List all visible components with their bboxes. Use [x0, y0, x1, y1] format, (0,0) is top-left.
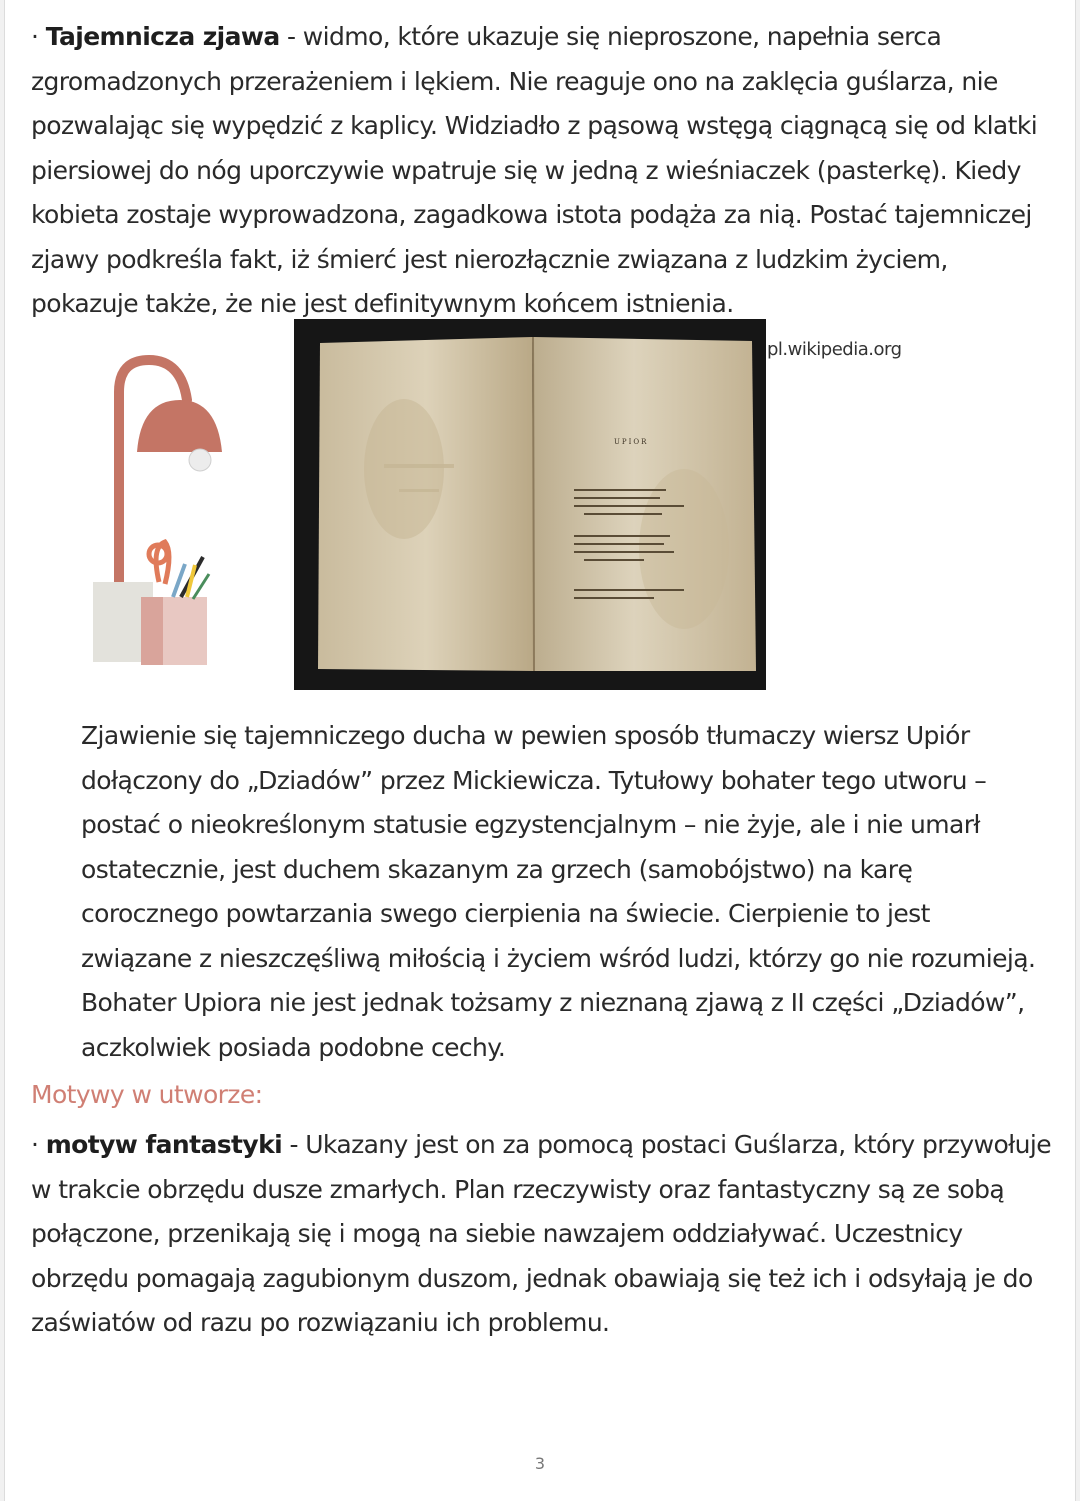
paragraph-text: - Ukazany jest on za pomocą postaci Guślarza, który przywołuje w trakcie obrzędu dusze zmarłych. Plan rzeczywisty oraz fantastyczny są ze sobą połączone, przenikają się i mogą na siebie nawzajem oddziaływać. Uczestnicy obrzędu pomagają zagubionym duszom, jednak obawiają się też ich i odsyłają je do zaświatów od razu po rozwiązaniu ich problemu. — [31, 1130, 1052, 1337]
term-tajemnicza-zjawa: Tajemnicza zjawa — [45, 22, 280, 51]
paragraph-tajemnicza-zjawa — [31, 15, 1061, 327]
book-photo — [294, 319, 766, 690]
bullet: · — [31, 1130, 39, 1159]
bullet: · — [31, 22, 39, 51]
term-motyw-fantastyki: motyw fantastyki — [45, 1130, 283, 1159]
image-source-label: pl.wikipedia.org — [767, 339, 902, 360]
document-page — [4, 0, 1076, 1501]
paragraph-upior: Zjawienie się tajemniczego ducha w pewien sposób tłumaczy wiersz Upiór dołączony do „Dziadów” przez Mickiewicza. Tytułowy bohater tego utworu – postać o nieokreślonym statusie egzystencjalnym – nie żyje, ale i nie umarł ostatecznie, jest duchem skazanym za grzech (samobójstwo) na karę corocznego powtarzania swego cierpienia na świecie. Cierpienie to jest związane z nieszczęśliwą miłością i życiem wśród ludzi, którzy go nie rozumieją. Bohater Upiora nie jest jednak tożsamy z nieznaną zjawą z II części „Dziadów”, aczkolwiek posiada podobne cechy. — [81, 721, 1036, 1062]
book-title-text: UPIOR — [614, 438, 649, 446]
section-heading-motywy: Motywy w utworze: — [31, 1080, 263, 1109]
desk-lamp-illustration — [85, 352, 225, 676]
page-number: 3 — [534, 1454, 546, 1473]
paragraph-motyw-fantastyki — [31, 1123, 1061, 1346]
paragraph-text: - widmo, które ukazuje się nieproszone, napełnia serca zgromadzonych przerażeniem i lękiem. Nie reaguje ono na zaklęcia guślarza, nie pozwalając się wypędzić z kaplicy. Widziadło z pąsową wstęgą ciągnącą się od klatki piersiowej do nóg uporczywie wpatruje się w jedną z wieśniaczek (pasterkę). Kiedy kobieta zostaje wyprowadzona, zagadkowa istota podąża za nią. Postać tajemniczej zjawy podkreśla fakt, iż śmierć jest nierozłącznie związana z ludzkim życiem, pokazuje także, że nie jest definitywnym końcem istnienia. — [31, 22, 1038, 318]
